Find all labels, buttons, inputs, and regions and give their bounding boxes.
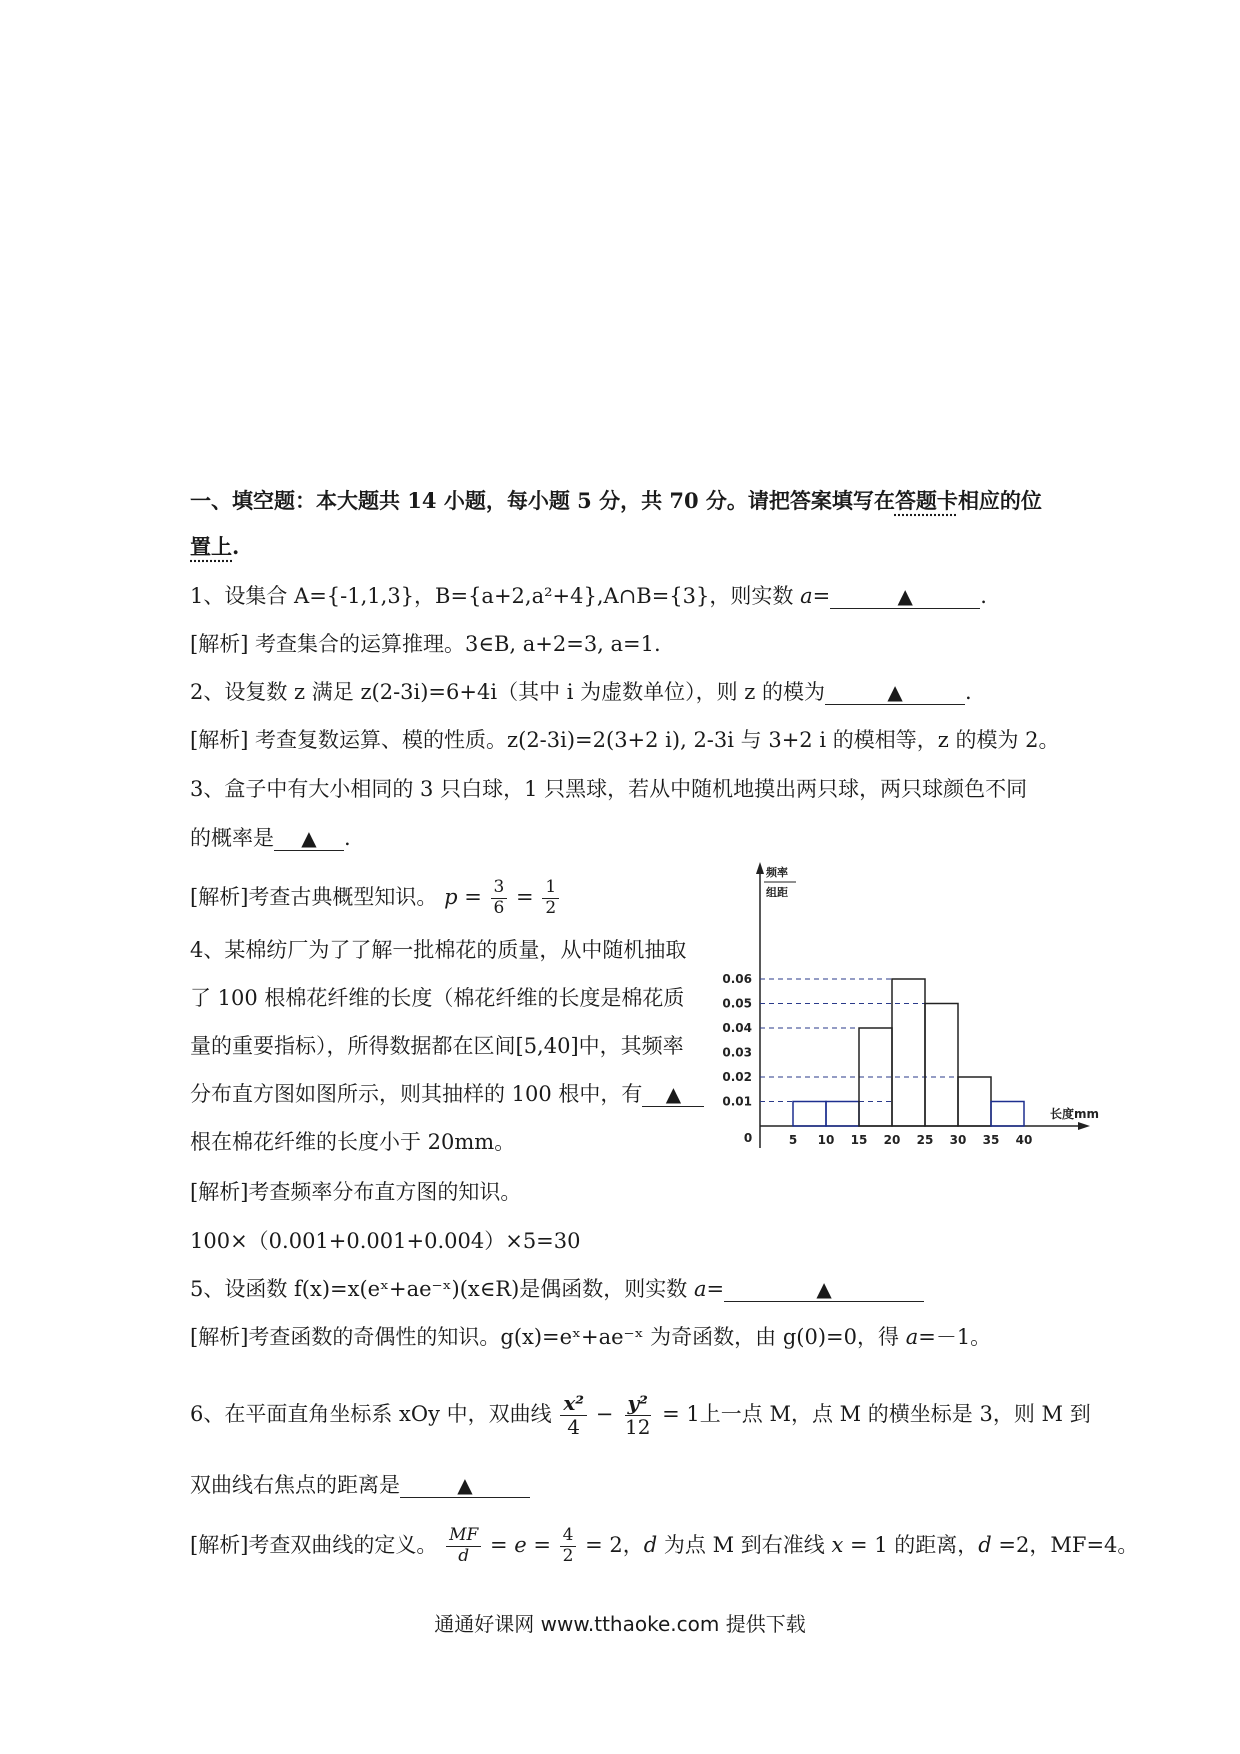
q6-fy-num: y² <box>625 1392 651 1416</box>
histogram-bar <box>892 979 925 1126</box>
q6-minus: − <box>595 1402 614 1426</box>
q3-end: . <box>344 826 351 850</box>
q6-af1-den: d <box>458 1546 470 1566</box>
origin-label: 0 <box>743 1131 753 1145</box>
q6-analysis-fraction-2 <box>560 1526 577 1566</box>
q4-analysis: [解析]考查频率分布直方图的知识。 <box>190 1180 522 1204</box>
q6-analysis <box>190 1515 1138 1575</box>
q6-answer-blank[interactable] <box>400 1473 530 1498</box>
question-4-line-5: 根在棉花纤维的长度小于 20mm。 <box>190 1130 516 1154</box>
q6-analysis-fraction-1 <box>446 1526 481 1566</box>
question-6 <box>190 1384 1091 1444</box>
q2-text: 2、设复数 z 满足 z(2-3i)=6+4i（其中 i 为虚数单位），则 z 的模为 <box>190 680 826 704</box>
q5-analysis <box>190 1322 991 1352</box>
q1-eq: = <box>812 584 831 608</box>
q6-fx-den: 4 <box>567 1415 581 1439</box>
question-2 <box>190 677 972 707</box>
y-tick-label: 0.02 <box>722 1070 752 1084</box>
footer-credit: 通通好课网 www.tthaoke.com 提供下载 <box>434 1612 806 1636</box>
x-tick-label: 40 <box>1015 1133 1033 1147</box>
question-4-line-1: 4、某棉纺厂为了了解一批棉花的质量，从中随机抽取 <box>190 938 687 962</box>
q4-answer-blank[interactable] <box>642 1082 704 1107</box>
q6-pre: 6、在平面直角坐标系 xOy 中，双曲线 <box>190 1402 552 1426</box>
q6-fraction-y <box>622 1392 653 1439</box>
q6-eq1: = 1 <box>662 1402 700 1426</box>
q1-analysis: [解析] 考查集合的运算推理。3∈B, a+2=3, a=1. <box>190 632 661 656</box>
heading-part2: 相应的位 <box>957 488 1042 513</box>
q6-analysis-t1: 为点 M 到右准线 <box>657 1533 832 1557</box>
x-tick-label: 10 <box>817 1133 835 1147</box>
q6-fy-den: 12 <box>625 1415 651 1439</box>
x-axis-label: 长度mm <box>1050 1107 1100 1121</box>
q5-text: 5、设函数 f(x)=x(eˣ+ae⁻ˣ)(x∈R)是偶函数，则实数 <box>190 1277 694 1301</box>
q1-end: . <box>980 584 987 608</box>
x-tick-label: 20 <box>883 1133 901 1147</box>
heading-end: . <box>232 534 240 559</box>
q3-analysis <box>190 870 561 924</box>
q6-text-2: 双曲线右焦点的距离是 <box>190 1473 400 1497</box>
q6-analysis-t3: =2，MF=4。 <box>991 1533 1139 1557</box>
q3-analysis-text: [解析]考查古典概型知识。 <box>190 885 438 909</box>
q5-answer-blank[interactable] <box>724 1277 924 1302</box>
q3-frac2-den: 2 <box>545 898 557 918</box>
q3-formula-eq: = <box>464 885 482 909</box>
q6-analysis-result: = 2， <box>585 1533 644 1557</box>
q6-analysis-t2: = 1 的距离， <box>843 1533 979 1557</box>
q2-answer-blank[interactable] <box>825 680 965 705</box>
q6-post: 上一点 M，点 M 的横坐标是 3，则 M 到 <box>699 1402 1091 1426</box>
y-tick-label: 0.06 <box>722 972 752 986</box>
q5-analysis-text: [解析]考查函数的奇偶性的知识。g(x)=eˣ+ae⁻ˣ 为奇函数，由 g(0)=0，得 <box>190 1325 906 1349</box>
answer-marker-icon: ▲ <box>887 680 903 704</box>
y-tick-label: 0.01 <box>722 1094 752 1109</box>
heading-emphasis-2: 置上 <box>190 534 232 559</box>
q1-var: a <box>800 584 813 608</box>
y-tick-label: 0.05 <box>722 996 752 1011</box>
q1-text: 1、设集合 A={-1,1,3}，B={a+2,a²+4},A∩B={3}，则实数 <box>190 584 801 608</box>
q6-fraction-x <box>560 1392 587 1439</box>
x-tick-label: 30 <box>949 1133 967 1147</box>
q6-af2-num: 4 <box>560 1526 577 1547</box>
answer-marker-icon: ▲ <box>665 1082 682 1106</box>
q6-analysis-mid: = e = <box>489 1533 551 1557</box>
answer-marker-icon: ▲ <box>816 1277 832 1301</box>
question-6-line-2 <box>190 1470 530 1500</box>
q4-calculation: 100×（0.001+0.001+0.004）×5=30 <box>190 1229 581 1253</box>
y-tick-label: 0.04 <box>722 1021 752 1035</box>
q3-formula-p: p <box>444 885 458 909</box>
q6-analysis-x: x <box>831 1533 844 1557</box>
x-tick-label: 25 <box>916 1133 934 1147</box>
histogram-bar <box>826 1102 859 1127</box>
q2-end: . <box>965 680 972 704</box>
q3-text: 的概率是 <box>190 826 274 850</box>
q3-answer-blank[interactable] <box>274 826 344 851</box>
answer-marker-icon: ▲ <box>897 584 913 608</box>
q3-fraction-1 <box>491 878 508 918</box>
q6-fx-num: x² <box>560 1392 587 1416</box>
question-3-line-1: 3、盒子中有大小相同的 3 只白球，1 只黑球，若从中随机地摸出两只球，两只球颜色不同 <box>190 777 1028 801</box>
histogram-bar <box>991 1102 1024 1127</box>
question-4-line-2: 了 100 根棉花纤维的长度（棉花纤维的长度是棉花质 <box>190 986 685 1010</box>
q3-frac1-den: 6 <box>493 898 505 918</box>
question-3-line-2 <box>190 823 351 853</box>
q5-analysis-end: =－1。 <box>918 1325 992 1349</box>
y-tick-label: 0.03 <box>722 1045 752 1060</box>
histogram-bar <box>958 1077 991 1126</box>
x-tick-label: 15 <box>850 1133 868 1147</box>
q3-frac1-num: 3 <box>491 878 508 899</box>
q2-analysis: [解析] 考查复数运算、模的性质。z(2-3i)=2(3+2 i), 2-3i 与 3+2 i 的模相等，z 的模为 2。 <box>190 728 1060 752</box>
question-4-line-4 <box>190 1079 704 1109</box>
question-1 <box>190 581 987 611</box>
q1-answer-blank[interactable] <box>830 584 980 609</box>
q6-af1-num: MF <box>446 1526 481 1547</box>
question-4-line-3: 量的重要指标），所得数据都在区间[5,40]中，其频率 <box>190 1034 684 1058</box>
q6-af2-den: 2 <box>562 1546 574 1566</box>
q6-analysis-d2: d <box>978 1533 992 1557</box>
histogram-bar <box>925 1004 958 1127</box>
question-5 <box>190 1274 924 1304</box>
y-axis-label-top: 频率 <box>766 866 788 879</box>
frequency-histogram-chart <box>715 858 1125 1168</box>
q6-analysis-text: [解析]考查双曲线的定义。 <box>190 1533 438 1557</box>
q6-analysis-d: d <box>643 1533 658 1557</box>
q5-var: a <box>693 1277 707 1301</box>
q5-analysis-var: a <box>905 1325 919 1349</box>
x-tick-label: 5 <box>788 1133 798 1147</box>
heading-part1: 一、填空题：本大题共 14 小题，每小题 5 分，共 70 分。请把答案填写在 <box>190 488 895 513</box>
y-axis-label-bottom: 组距 <box>766 886 788 899</box>
y-axis-arrow-icon <box>756 862 764 874</box>
q3-frac2-num: 1 <box>542 878 559 899</box>
q3-fraction-2 <box>542 878 559 918</box>
histogram-bar <box>793 1102 826 1127</box>
q4-text: 分布直方图如图所示，则其抽样的 100 根中，有 <box>190 1082 643 1106</box>
answer-marker-icon: ▲ <box>457 1473 473 1497</box>
q3-formula-eq2: = <box>516 885 534 909</box>
answer-marker-icon: ▲ <box>301 826 317 850</box>
q5-eq: = <box>706 1277 725 1301</box>
heading-emphasis: 答题卡 <box>894 488 958 513</box>
section-heading <box>190 486 1042 516</box>
section-heading-cont <box>190 532 239 562</box>
x-axis-arrow-icon <box>1078 1122 1090 1130</box>
x-tick-label: 35 <box>982 1133 1000 1147</box>
